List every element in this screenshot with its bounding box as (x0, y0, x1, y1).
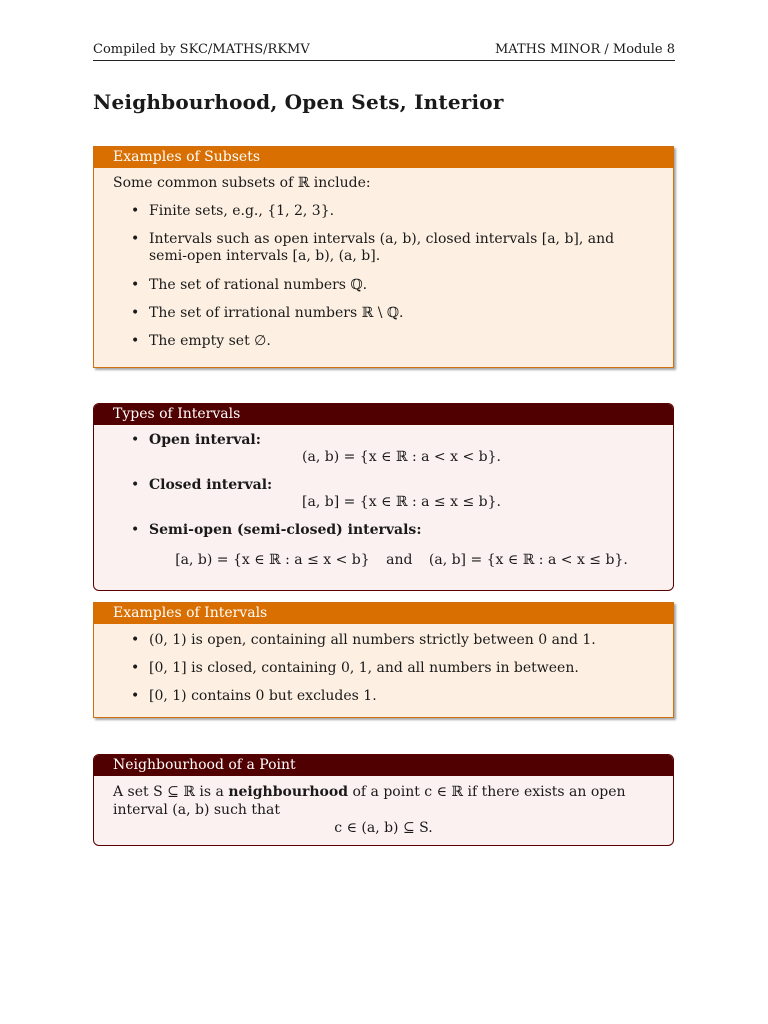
list-item: • [0, 1] is closed, containing 0, 1, and all numbers in between. (149, 660, 654, 676)
types-of-intervals-box (93, 403, 674, 591)
box-body (94, 624, 673, 704)
definition-term: neighbourhood (228, 784, 349, 800)
semi-open-formula-1: [a, b) = {x ∈ ℝ : a ≤ x < b} (175, 552, 370, 568)
box-title: Types of Intervals (94, 404, 673, 425)
list-item: • The set of irrational numbers ℝ \ ℚ. (149, 305, 654, 321)
header-rule (93, 60, 675, 61)
page-title: Neighbourhood, Open Sets, Interior (93, 90, 504, 114)
box-body (94, 168, 673, 349)
box-body (94, 776, 673, 837)
semi-open-formula-2: (a, b] = {x ∈ ℝ : a < x ≤ b}. (428, 552, 628, 568)
box-body (94, 425, 673, 568)
list-item: • (0, 1) is open, containing all numbers strictly between 0 and 1. (149, 632, 654, 648)
closed-interval-label: • Closed interval: (149, 477, 273, 493)
subset-list (113, 203, 654, 349)
box-title: Neighbourhood of a Point (94, 755, 673, 776)
semi-open-label: • Semi-open (semi-closed) intervals: (149, 522, 422, 538)
neighbourhood-definition (113, 783, 654, 819)
examples-of-subsets-box (93, 146, 674, 368)
list-item (149, 522, 654, 568)
open-interval-formula: (a, b) = {x ∈ ℝ : a < x < b}. (302, 449, 501, 465)
box-intro: Some common subsets of ℝ include: (113, 175, 371, 191)
box-title: Examples of Intervals (94, 603, 673, 624)
open-interval-label: • Open interval: (149, 432, 261, 448)
neighbourhood-box (93, 754, 674, 846)
list-item: • [0, 1) contains 0 but excludes 1. (149, 688, 654, 704)
box-title: Examples of Subsets (94, 147, 673, 168)
header-right: MATHS MINOR / Module 8 (494, 42, 675, 57)
interval-examples-list (113, 632, 654, 704)
semi-open-and: and (386, 552, 413, 568)
definition-text-after: of a point c ∈ ℝ if there exists an open interval (a, b) such that (113, 784, 626, 818)
list-item: • Intervals such as open intervals (a, b), closed intervals [a, b], and semi-open intervals [a, b), (a, b]. (149, 231, 654, 265)
list-item: • The set of rational numbers ℚ. (149, 277, 654, 293)
list-item: • The empty set ∅. (149, 333, 654, 349)
definition-text-before: A set S ⊆ ℝ is a (113, 784, 229, 800)
closed-interval-formula: [a, b] = {x ∈ ℝ : a ≤ x ≤ b}. (302, 494, 501, 510)
neighbourhood-formula: c ∈ (a, b) ⊆ S. (334, 820, 433, 836)
examples-of-intervals-box (93, 602, 674, 718)
running-header (93, 42, 675, 60)
semi-open-formula (149, 552, 654, 568)
list-item (149, 432, 654, 465)
list-item: • Finite sets, e.g., {1, 2, 3}. (149, 203, 654, 219)
interval-types-list (113, 432, 654, 568)
header-left: Compiled by SKC/MATHS/RKMV (93, 42, 310, 57)
list-item (149, 477, 654, 510)
